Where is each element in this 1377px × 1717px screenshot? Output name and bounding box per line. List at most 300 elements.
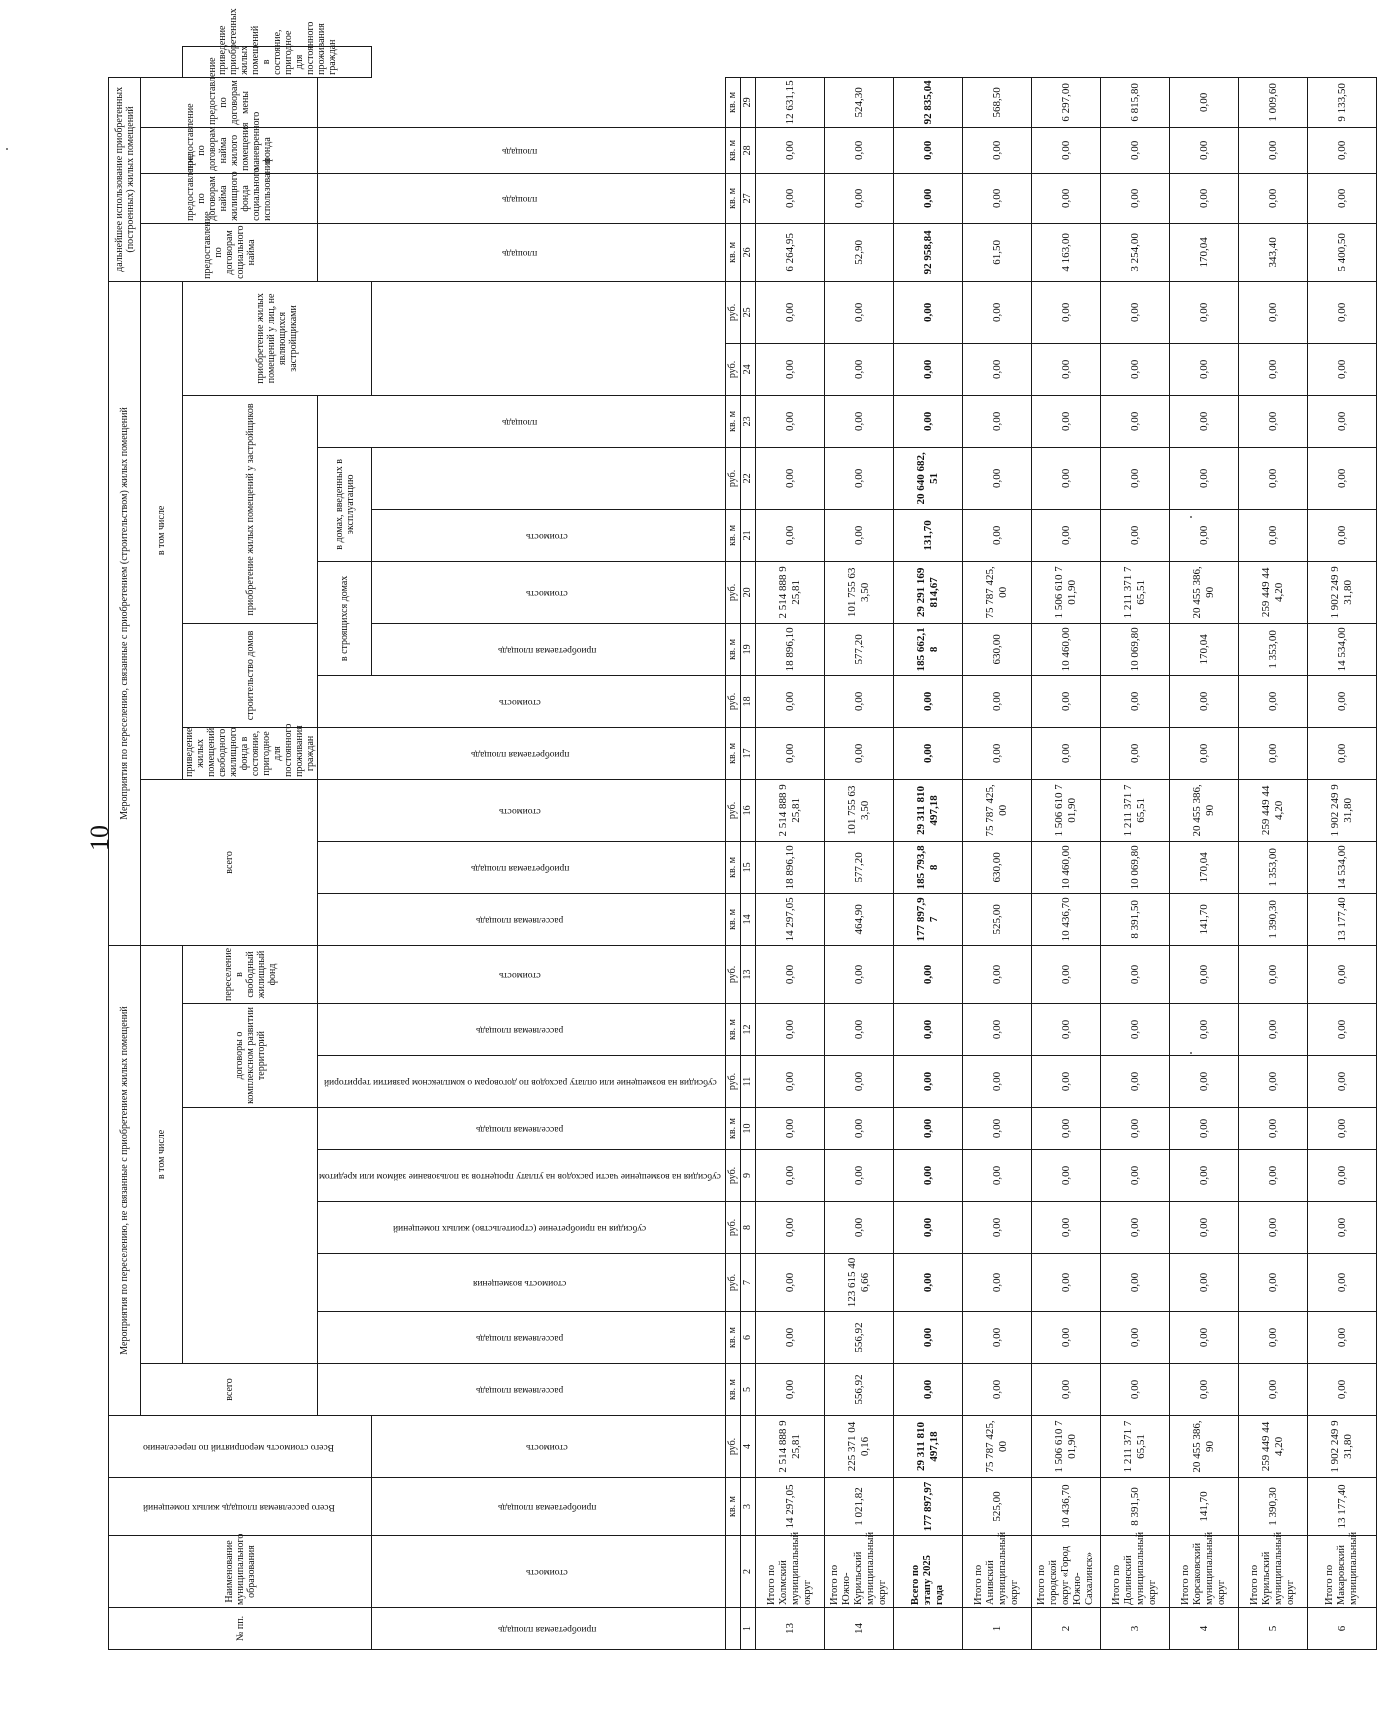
value-cell: 0,00 xyxy=(1031,1150,1100,1202)
value-cell: 0,00 xyxy=(1238,281,1307,343)
value-cell: 0,00 xyxy=(1307,1254,1376,1312)
table-row xyxy=(962,47,1031,1650)
unit-cell: руб. xyxy=(725,343,740,395)
value-cell: 0,00 xyxy=(1031,1004,1100,1056)
value-cell: 0,00 xyxy=(755,281,824,343)
value-cell: 0,00 xyxy=(824,945,893,1003)
header-g2-total: всего xyxy=(141,779,318,945)
value-cell: 0,00 xyxy=(824,1202,893,1254)
value-cell: 0,00 xyxy=(962,1004,1031,1056)
value-cell: 0,00 xyxy=(893,127,962,173)
value-cell: 0,00 xyxy=(1169,1004,1238,1056)
value-cell: 13 177,40 xyxy=(1307,1478,1376,1536)
value-cell: 0,00 xyxy=(1100,343,1169,395)
row-number-cell: 5 xyxy=(1238,1608,1307,1650)
value-cell: 123 615 406,66 xyxy=(824,1254,893,1312)
header-c16: стоимость xyxy=(318,779,726,841)
value-cell: 0,00 xyxy=(1238,1056,1307,1108)
column-number-cell: 19 xyxy=(740,623,755,675)
column-number-cell: 20 xyxy=(740,561,755,623)
value-cell: 0,00 xyxy=(1031,1364,1100,1416)
value-cell: 0,00 xyxy=(1100,173,1169,223)
column-number-cell: 29 xyxy=(740,77,755,127)
value-cell: 0,00 xyxy=(824,173,893,223)
value-cell: 0,00 xyxy=(893,1202,962,1254)
value-cell: 0,00 xyxy=(1100,1202,1169,1254)
value-cell: 14 534,00 xyxy=(1307,841,1376,893)
value-cell: 0,00 xyxy=(1169,727,1238,779)
value-cell: 177 897,97 xyxy=(893,1478,962,1536)
value-cell: 0,00 xyxy=(1307,173,1376,223)
value-cell: 0,00 xyxy=(1169,1056,1238,1108)
value-cell: 0,00 xyxy=(1238,1004,1307,1056)
table-row xyxy=(1238,47,1307,1650)
value-cell: 4 163,00 xyxy=(1031,223,1100,281)
header-c5: расселяемая площадь xyxy=(318,1364,726,1416)
value-cell: 0,00 xyxy=(893,1150,962,1202)
value-cell: 2 514 888 925,81 xyxy=(755,561,824,623)
column-number-cell: 25 xyxy=(740,281,755,343)
value-cell: 1 902 249 931,80 xyxy=(1307,561,1376,623)
value-cell: 101 755 633,50 xyxy=(824,561,893,623)
column-number-cell: 27 xyxy=(740,173,755,223)
value-cell: 0,00 xyxy=(824,1150,893,1202)
value-cell: 10 436,70 xyxy=(1031,1478,1100,1536)
value-cell: 0,00 xyxy=(893,675,962,727)
value-cell: 259 449 444,20 xyxy=(1238,779,1307,841)
value-cell: 0,00 xyxy=(1238,343,1307,395)
value-cell: 0,00 xyxy=(1031,509,1100,561)
unit-cell: руб. xyxy=(725,675,740,727)
municipality-name-cell: Итого по Курильский муниципальный округ xyxy=(1238,1536,1307,1608)
value-cell: 0,00 xyxy=(1169,1364,1238,1416)
value-cell: 0,00 xyxy=(755,1056,824,1108)
column-number-cell: 10 xyxy=(740,1108,755,1150)
value-cell: 1 902 249 931,80 xyxy=(1307,1416,1376,1478)
header-c15: приобретаемая площадь xyxy=(318,841,726,893)
value-cell: 0,00 xyxy=(1238,1202,1307,1254)
unit-cell: руб. xyxy=(725,1416,740,1478)
value-cell: 0,00 xyxy=(1031,127,1100,173)
value-cell: 177 897,97 xyxy=(893,893,962,945)
value-cell: 0,00 xyxy=(962,945,1031,1003)
header-c24: стоимость xyxy=(372,561,725,623)
unit-cell xyxy=(725,1608,740,1650)
value-cell: 9 133,50 xyxy=(1307,77,1376,127)
value-cell: 0,00 xyxy=(1307,1056,1376,1108)
value-cell: 0,00 xyxy=(893,1108,962,1150)
value-cell: 0,00 xyxy=(1169,281,1238,343)
municipality-name-cell: Итого по Корсаковский муниципальный округ xyxy=(1169,1536,1238,1608)
header-g1-blank xyxy=(183,1108,318,1364)
value-cell: 0,00 xyxy=(755,1312,824,1364)
header-g2-incl: в том числе xyxy=(141,281,183,779)
table-row xyxy=(1031,47,1100,1650)
header-g3-social: предоставление по договорам социального найма xyxy=(141,223,318,281)
unit-cell: кв. м xyxy=(725,127,740,173)
value-cell: 8 391,50 xyxy=(1100,893,1169,945)
header-g2-others: приобретение жилых помещений у лиц, не являющихся застройщиками xyxy=(183,281,372,395)
value-cell: 0,00 xyxy=(1307,343,1376,395)
value-cell: 1 902 249 931,80 xyxy=(1307,779,1376,841)
unit-cell: кв. м xyxy=(725,1478,740,1536)
value-cell: 1 506 610 701,90 xyxy=(1031,561,1100,623)
value-cell: 0,00 xyxy=(893,395,962,447)
value-cell: 0,00 xyxy=(755,1150,824,1202)
value-cell: 8 391,50 xyxy=(1100,1478,1169,1536)
value-cell: 0,00 xyxy=(824,395,893,447)
value-cell: 0,00 xyxy=(893,281,962,343)
value-cell: 556,92 xyxy=(824,1312,893,1364)
page-number: 10 xyxy=(85,825,114,851)
value-cell: 0,00 xyxy=(755,945,824,1003)
value-cell: 29 291 169 814,67 xyxy=(893,561,962,623)
value-cell: 0,00 xyxy=(1169,1202,1238,1254)
unit-cell: руб. xyxy=(725,1056,740,1108)
value-cell: 1 211 371 765,51 xyxy=(1100,561,1169,623)
scan-speck xyxy=(6,148,8,150)
value-cell: 185 662,18 xyxy=(893,623,962,675)
column-number-cell: 21 xyxy=(740,509,755,561)
header-c22: стоимость xyxy=(372,1416,725,1478)
value-cell: 0,00 xyxy=(1100,1364,1169,1416)
unit-cell: кв. м xyxy=(725,395,740,447)
value-cell: 10 460,00 xyxy=(1031,841,1100,893)
header-g1-free-fund: переселение в свободный жилищный фонд xyxy=(183,945,318,1003)
value-cell: 0,00 xyxy=(1238,127,1307,173)
value-cell: 0,00 xyxy=(1100,675,1169,727)
header-g1-kdt: договоры о комплексном развитии территорий xyxy=(183,1004,318,1108)
value-cell: 0,00 xyxy=(1031,945,1100,1003)
unit-cell: кв. м xyxy=(725,1364,740,1416)
value-cell: 1 353,00 xyxy=(1238,841,1307,893)
value-cell: 0,00 xyxy=(1100,1150,1169,1202)
unit-cell: кв. м xyxy=(725,509,740,561)
header-c27: площадь xyxy=(318,223,726,281)
value-cell: 0,00 xyxy=(1307,1150,1376,1202)
value-cell: 0,00 xyxy=(1238,1364,1307,1416)
value-cell: 259 449 444,20 xyxy=(1238,561,1307,623)
value-cell: 0,00 xyxy=(824,447,893,509)
header-g3-exchange: предоставление по договорам мены xyxy=(141,77,318,127)
value-cell: 0,00 xyxy=(1169,1150,1238,1202)
value-cell: 141,70 xyxy=(1169,1478,1238,1536)
value-cell: 0,00 xyxy=(1100,945,1169,1003)
value-cell: 0,00 xyxy=(1100,1004,1169,1056)
unit-cell: руб. xyxy=(725,1150,740,1202)
value-cell: 0,00 xyxy=(962,1150,1031,1202)
value-cell: 75 787 425,00 xyxy=(962,779,1031,841)
value-cell: 0,00 xyxy=(755,395,824,447)
value-cell: 0,00 xyxy=(1031,447,1100,509)
rotated-table-container xyxy=(108,8,1359,1650)
value-cell: 10 460,00 xyxy=(1031,623,1100,675)
municipality-name-cell: Итого по Южно-Курильский муниципальный округ xyxy=(824,1536,893,1608)
value-cell: 92 835,04 xyxy=(893,77,962,127)
value-cell: 0,00 xyxy=(962,1312,1031,1364)
value-cell: 0,00 xyxy=(1169,1108,1238,1150)
municipality-name-cell: Итого по Долинский муниципальный округ xyxy=(1100,1536,1169,1608)
value-cell: 0,00 xyxy=(755,1202,824,1254)
value-cell: 0,00 xyxy=(1307,1364,1376,1416)
column-number-cell: 1 xyxy=(740,1608,755,1650)
value-cell: 0,00 xyxy=(1307,1202,1376,1254)
unit-cell: руб. xyxy=(725,779,740,841)
row-number-cell: 4 xyxy=(1169,1608,1238,1650)
value-cell: 259 449 444,20 xyxy=(1238,1416,1307,1478)
table-row xyxy=(755,47,824,1650)
value-cell: 14 297,05 xyxy=(755,893,824,945)
value-cell: 0,00 xyxy=(1031,1254,1100,1312)
value-cell: 0,00 xyxy=(1238,395,1307,447)
value-cell: 0,00 xyxy=(1031,343,1100,395)
value-cell: 10 436,70 xyxy=(1031,893,1100,945)
value-cell: 524,30 xyxy=(824,77,893,127)
value-cell: 1 353,00 xyxy=(1238,623,1307,675)
value-cell: 0,00 xyxy=(755,509,824,561)
value-cell: 0,00 xyxy=(1307,675,1376,727)
value-cell: 0,00 xyxy=(1238,1254,1307,1312)
unit-cell: кв. м xyxy=(725,623,740,675)
municipality-name-cell: Итого по городской округ «Город Южно-Сахалинск» xyxy=(1031,1536,1100,1608)
value-cell: 52,90 xyxy=(824,223,893,281)
value-cell: 525,00 xyxy=(962,1478,1031,1536)
header-g3-fund: предоставление по договорам найма жилищного фонда социального использования xyxy=(141,173,318,223)
value-cell: 61,50 xyxy=(962,223,1031,281)
value-cell: 0,00 xyxy=(824,1004,893,1056)
value-cell: 131,70 xyxy=(893,509,962,561)
value-cell: 12 631,15 xyxy=(755,77,824,127)
municipality-name-cell: Всего по этапу 2025 года xyxy=(893,1536,962,1608)
unit-cell: руб. xyxy=(725,1254,740,1312)
row-number-cell: 13 xyxy=(755,1608,824,1650)
header-c21: приобретаемая площадь xyxy=(372,1478,725,1536)
value-cell: 0,00 xyxy=(962,1364,1031,1416)
value-cell: 1 390,30 xyxy=(1238,893,1307,945)
value-cell: 170,04 xyxy=(1169,623,1238,675)
row-number-cell: 2 xyxy=(1031,1608,1100,1650)
value-cell: 0,00 xyxy=(1100,1108,1169,1150)
value-cell: 0,00 xyxy=(1169,127,1238,173)
value-cell: 630,00 xyxy=(962,623,1031,675)
value-cell: 101 755 633,50 xyxy=(824,779,893,841)
value-cell: 0,00 xyxy=(1169,675,1238,727)
value-cell: 0,00 xyxy=(1238,1150,1307,1202)
header-g3-maneuver: предоставление по договорам найма жилого помещения маневренного фонда xyxy=(141,127,318,173)
value-cell: 0,00 xyxy=(755,343,824,395)
value-cell: 29 311 810 497,18 xyxy=(893,1416,962,1478)
unit-cell: руб. xyxy=(725,281,740,343)
value-cell: 0,00 xyxy=(962,127,1031,173)
unit-cell: кв. м xyxy=(725,1312,740,1364)
column-number-cell: 9 xyxy=(740,1150,755,1202)
header-group-not-acquisition: Мероприятия по переселению, не связанные с приобретением жилых помещений xyxy=(109,945,141,1415)
column-number-cell: 13 xyxy=(740,945,755,1003)
value-cell: 0,00 xyxy=(962,281,1031,343)
unit-cell: кв. м xyxy=(725,77,740,127)
header-c6: расселяемая площадь xyxy=(318,1312,726,1364)
value-cell: 0,00 xyxy=(1169,945,1238,1003)
value-cell: 0,00 xyxy=(1031,1202,1100,1254)
value-cell: 14 297,05 xyxy=(755,1478,824,1536)
municipality-name-cell: Итого по Холмский муниципальный округ xyxy=(755,1536,824,1608)
value-cell: 0,00 xyxy=(1169,447,1238,509)
value-cell: 0,00 xyxy=(893,1312,962,1364)
value-cell: 10 069,80 xyxy=(1100,623,1169,675)
row-number-cell: 3 xyxy=(1100,1608,1169,1650)
unit-cell: руб. xyxy=(725,561,740,623)
value-cell: 1 211 371 765,51 xyxy=(1100,779,1169,841)
value-cell: 0,00 xyxy=(1307,447,1376,509)
value-cell: 75 787 425,00 xyxy=(962,1416,1031,1478)
value-cell: 0,00 xyxy=(824,281,893,343)
value-cell: 0,00 xyxy=(1307,509,1376,561)
value-cell: 2 514 888 925,81 xyxy=(755,1416,824,1478)
value-cell: 170,04 xyxy=(1169,841,1238,893)
unit-cell: руб. xyxy=(725,1202,740,1254)
value-cell: 0,00 xyxy=(755,447,824,509)
header-g1-repair: приведение жилых помещений свободного жилищного фонда в состояние, пригодное для постоянного проживания граждан xyxy=(183,727,318,779)
value-cell: 6 815,80 xyxy=(1100,77,1169,127)
value-cell: 630,00 xyxy=(962,841,1031,893)
value-cell: 0,00 xyxy=(962,343,1031,395)
value-cell: 0,00 xyxy=(1100,1056,1169,1108)
column-number-cell: 16 xyxy=(740,779,755,841)
value-cell: 0,00 xyxy=(893,1364,962,1416)
value-cell: 0,00 xyxy=(824,1108,893,1150)
column-number-cell: 6 xyxy=(740,1312,755,1364)
value-cell: 0,00 xyxy=(1238,173,1307,223)
column-number-cell: 5 xyxy=(740,1364,755,1416)
table-row xyxy=(1307,47,1376,1650)
value-cell: 1 021,82 xyxy=(824,1478,893,1536)
column-number-cell: 28 xyxy=(740,127,755,173)
header-no: № пп. xyxy=(109,1608,372,1650)
value-cell: 13 177,40 xyxy=(1307,893,1376,945)
header-c25: стоимость xyxy=(372,509,725,561)
header-group-further-use: дальнейшее использование приобретенных (построенных) жилых помещений xyxy=(109,77,141,281)
value-cell: 0,00 xyxy=(1238,509,1307,561)
unit-cell: кв. м xyxy=(725,893,740,945)
value-cell: 1 211 371 765,51 xyxy=(1100,1416,1169,1478)
value-cell: 0,00 xyxy=(824,127,893,173)
column-number-cell: 8 xyxy=(740,1202,755,1254)
value-cell: 0,00 xyxy=(962,1254,1031,1312)
header-g1-total: всего xyxy=(141,1364,318,1416)
value-cell: 0,00 xyxy=(755,675,824,727)
header-c11: субсидия на возмещение или оплату расходов по договорам о комплексном развитии территорий xyxy=(318,1056,726,1108)
value-cell: 29 311 810 497,18 xyxy=(893,779,962,841)
column-number-cell: 26 xyxy=(740,223,755,281)
column-numbers-row xyxy=(740,47,755,1650)
column-number-cell: 12 xyxy=(740,1004,755,1056)
column-number-cell: 2 xyxy=(740,1536,755,1608)
header-c13: стоимость xyxy=(318,945,726,1003)
row-number-cell: 6 xyxy=(1307,1608,1376,1650)
value-cell: 0,00 xyxy=(824,675,893,727)
value-cell: 2 514 888 925,81 xyxy=(755,779,824,841)
value-cell: 0,00 xyxy=(1238,945,1307,1003)
value-cell: 0,00 xyxy=(1169,173,1238,223)
header-name: Наименование муниципального образования xyxy=(109,1536,372,1608)
column-number-cell: 4 xyxy=(740,1416,755,1478)
row-number-cell: 1 xyxy=(962,1608,1031,1650)
value-cell: 0,00 xyxy=(1031,1056,1100,1108)
value-cell: 0,00 xyxy=(1100,127,1169,173)
unit-cell: руб. xyxy=(725,447,740,509)
value-cell: 6 264,95 xyxy=(755,223,824,281)
value-cell: 0,00 xyxy=(755,1004,824,1056)
header-c26: площадь xyxy=(318,395,726,447)
value-cell: 0,00 xyxy=(962,509,1031,561)
value-cell: 0,00 xyxy=(824,727,893,779)
row-number-cell xyxy=(893,1608,962,1650)
header-g2-constructing: в строящихся домах xyxy=(318,561,372,675)
unit-cell: кв. м xyxy=(725,223,740,281)
value-cell: 0,00 xyxy=(1031,675,1100,727)
header-total-cost: Всего стоимость мероприятий по переселению xyxy=(109,1416,372,1478)
value-cell: 0,00 xyxy=(1100,1312,1169,1364)
column-number-cell: 18 xyxy=(740,675,755,727)
unit-cell: руб. xyxy=(725,945,740,1003)
value-cell: 0,00 xyxy=(824,509,893,561)
value-cell: 0,00 xyxy=(962,447,1031,509)
unit-cell: кв. м xyxy=(725,1004,740,1056)
column-number-cell: 14 xyxy=(740,893,755,945)
header-c20: стоимость xyxy=(372,1536,725,1608)
value-cell: 0,00 xyxy=(824,1056,893,1108)
value-cell: 556,92 xyxy=(824,1364,893,1416)
value-cell: 20 640 682,51 xyxy=(893,447,962,509)
unit-cell: кв. м xyxy=(725,173,740,223)
value-cell: 0,00 xyxy=(1031,1312,1100,1364)
header-group-acquisition: Мероприятия по переселению, связанные с приобретением (строительством) жилых помещений xyxy=(109,281,141,945)
column-number-cell: 11 xyxy=(740,1056,755,1108)
units-row xyxy=(725,47,740,1650)
value-cell: 0,00 xyxy=(962,173,1031,223)
column-number-cell: 15 xyxy=(740,841,755,893)
header-g2-developers: приобретение жилых помещений у застройщиков xyxy=(183,395,318,623)
value-cell: 0,00 xyxy=(1307,727,1376,779)
value-cell: 0,00 xyxy=(1238,675,1307,727)
value-cell: 0,00 xyxy=(1307,395,1376,447)
value-cell: 0,00 xyxy=(755,727,824,779)
value-cell: 185 793,88 xyxy=(893,841,962,893)
value-cell: 6 297,00 xyxy=(1031,77,1100,127)
value-cell: 1 506 610 701,90 xyxy=(1031,1416,1100,1478)
value-cell: 0,00 xyxy=(1307,127,1376,173)
value-cell: 0,00 xyxy=(1031,1108,1100,1150)
header-c18: стоимость xyxy=(318,675,726,727)
value-cell: 1 390,30 xyxy=(1238,1478,1307,1536)
value-cell: 1 506 610 701,90 xyxy=(1031,779,1100,841)
header-c28: площадь xyxy=(318,173,726,223)
table-row xyxy=(1100,47,1169,1650)
value-cell: 0,00 xyxy=(1031,173,1100,223)
value-cell: 0,00 xyxy=(1238,1108,1307,1150)
value-cell: 0,00 xyxy=(893,1004,962,1056)
value-cell: 568,50 xyxy=(962,77,1031,127)
value-cell: 0,00 xyxy=(1169,343,1238,395)
header-c14: расселяемая площадь xyxy=(318,893,726,945)
value-cell: 343,40 xyxy=(1238,223,1307,281)
value-cell: 0,00 xyxy=(1100,1254,1169,1312)
value-cell: 20 455 386,90 xyxy=(1169,561,1238,623)
column-number-cell: 7 xyxy=(740,1254,755,1312)
value-cell: 75 787 425,00 xyxy=(962,561,1031,623)
value-cell: 0,00 xyxy=(962,675,1031,727)
value-cell: 577,20 xyxy=(824,623,893,675)
